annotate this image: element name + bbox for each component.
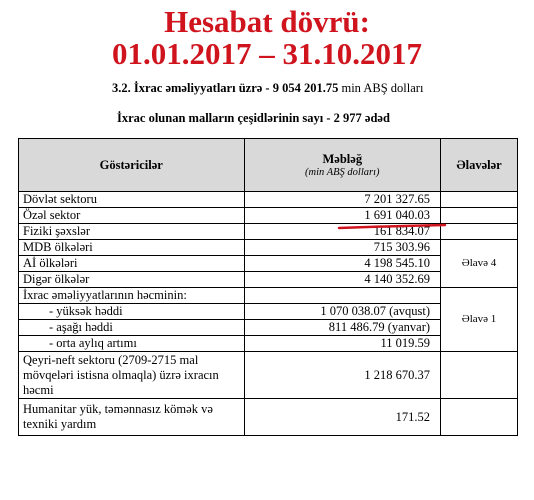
- row-value: 4 198 545.10: [244, 256, 441, 272]
- export-total-line: [112, 81, 423, 96]
- header-amount: [244, 139, 441, 192]
- appendix-4-cell: Əlavə 4: [441, 240, 518, 288]
- row-value: [244, 288, 441, 304]
- row-value: 1 070 038.07 (avqust): [244, 304, 441, 320]
- row-value: 1 691 040.03: [244, 208, 441, 224]
- header-indicators: Göstəricilər: [19, 139, 245, 192]
- table-row: [19, 208, 518, 224]
- goods-count-line: İxrac olunan malların çeşidlərinin sayı - 2 977 ədəd: [117, 111, 390, 125]
- table-row: [19, 192, 518, 208]
- appendix-cell-empty: [441, 399, 518, 436]
- row-label: Digər ölkələr: [19, 272, 245, 288]
- table-row: [19, 399, 518, 436]
- row-value: 1 218 670.37: [244, 352, 441, 399]
- appendix-1-cell: Əlavə 1: [441, 288, 518, 352]
- row-value: 161 834.07: [244, 224, 441, 240]
- table-header-row: [19, 139, 518, 192]
- row-value: 4 140 352.69: [244, 272, 441, 288]
- export-total-unit: min ABŞ dolları: [338, 81, 424, 95]
- row-label: Humanitar yük, təmənnasız kömək və texniki yardım: [19, 399, 245, 436]
- appendix-cell-empty: [441, 224, 518, 240]
- header-amount-label: Məbləğ: [322, 152, 363, 166]
- row-label: Dövlət sektoru: [19, 192, 245, 208]
- row-value: 811 486.79 (yanvar): [244, 320, 441, 336]
- table-row: [19, 288, 518, 304]
- appendix-cell-empty: [441, 352, 518, 399]
- header-appendices: Əlavələr: [441, 139, 518, 192]
- row-label: - yüksək həddi: [19, 304, 245, 320]
- row-label: - aşağı həddi: [19, 320, 245, 336]
- highlight-underline: [337, 223, 447, 231]
- header-amount-unit: (min ABŞ dolları): [305, 167, 380, 178]
- row-value: 171.52: [244, 399, 441, 436]
- row-label: - orta aylıq artımı: [19, 336, 245, 352]
- row-label: Aİ ölkələri: [19, 256, 245, 272]
- appendix-cell-empty: [441, 208, 518, 224]
- row-value: 715 303.96: [244, 240, 441, 256]
- appendix-cell-empty: [441, 192, 518, 208]
- export-table: [18, 138, 518, 436]
- table-row: [19, 240, 518, 256]
- row-label: Özəl sektor: [19, 208, 245, 224]
- row-label: Fiziki şəxslər: [19, 224, 245, 240]
- row-value: 7 201 327.65: [244, 192, 441, 208]
- row-label: Qeyri-neft sektoru (2709-2715 mal mövqeləri istisna olmaqla) üzrə ixracın həcmi: [19, 352, 245, 399]
- row-label: İxrac əməliyyatlarının həcminin:: [19, 288, 245, 304]
- row-value: 11 019.59: [244, 336, 441, 352]
- export-total-value: 3.2. İxrac əməliyyatları üzrə - 9 054 201.75: [112, 81, 339, 95]
- report-period-title: Hesabat dövrü:: [164, 4, 370, 39]
- report-period-dates: 01.01.2017 – 31.10.2017: [112, 36, 422, 71]
- table-row: [19, 352, 518, 399]
- row-label: MDB ölkələri: [19, 240, 245, 256]
